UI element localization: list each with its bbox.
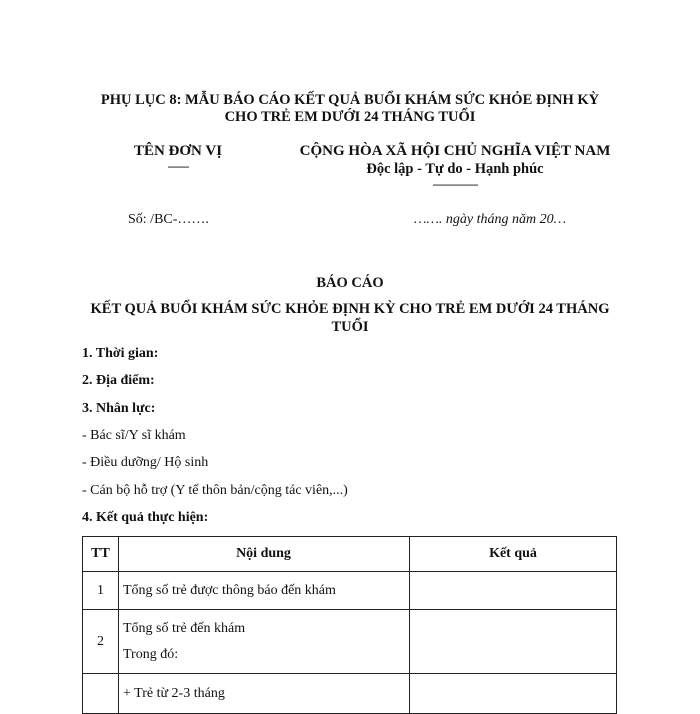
row-result: [410, 674, 617, 714]
unit-name: TÊN ĐƠN VỊ: [133, 143, 223, 159]
row-content-line2: Trong đó:: [123, 646, 179, 662]
row-content: Tổng số trẻ được thông báo đến khám: [119, 572, 410, 610]
table-row: [83, 674, 617, 714]
header-content: Nội dung: [119, 537, 410, 572]
unit-separator: -------: [167, 159, 189, 173]
appendix-title: [80, 92, 620, 126]
appendix-title-line2: CHO TRẺ EM DƯỚI 24 THÁNG TUỔI: [224, 109, 476, 125]
unit-header: [128, 142, 228, 172]
report-title: BÁO CÁO: [316, 275, 384, 291]
header-result: Kết quả: [410, 537, 617, 572]
item-nurse: - Điều dưỡng/ Hộ sinh: [82, 455, 209, 470]
item-place: 2. Địa điểm:: [82, 373, 155, 388]
row-content: + Trẻ từ 2-3 tháng: [119, 674, 410, 714]
nation-name: CỘNG HÒA XÃ HỘI CHỦ NGHĨA VIỆT NAM: [299, 143, 611, 159]
row-tt: 2: [83, 610, 119, 674]
report-subtitle-line1: KẾT QUẢ BUỔI KHÁM SỨC KHỎE ĐỊNH KỲ CHO TRẺ EM DƯỚI 24 THÁNG: [90, 301, 610, 317]
report-subtitle: [60, 300, 640, 336]
item-results: 4. Kết quả thực hiện:: [82, 510, 209, 525]
nation-motto: Độc lập - Tự do - Hạnh phúc: [366, 161, 544, 177]
motto-separator: ---------------: [432, 177, 478, 191]
row-tt: [83, 674, 119, 714]
item-support: - Cán bộ hỗ trợ (Y tế thôn bản/cộng tác viên,...): [82, 483, 348, 498]
row-result: [410, 610, 617, 674]
header-tt: TT: [83, 537, 119, 572]
appendix-title-line1: PHỤ LỤC 8: MẪU BÁO CÁO KẾT QUẢ BUỔI KHÁM SỨC KHỎE ĐỊNH KỲ: [100, 92, 600, 108]
results-table: [82, 536, 617, 714]
row-content-line1: Tổng số trẻ đến khám: [123, 620, 246, 636]
row-tt: 1: [83, 572, 119, 610]
item-time: 1. Thời gian:: [82, 346, 159, 361]
row-result: [410, 572, 617, 610]
nation-header: [280, 142, 630, 190]
table-header-row: [83, 537, 617, 572]
table-row: [83, 610, 617, 674]
item-doctor: - Bác sĩ/Y sĩ khám: [82, 428, 186, 443]
report-number: Số: /BC-…….: [128, 212, 209, 227]
report-subtitle-line2: TUỔI: [331, 319, 369, 335]
table-row: [83, 572, 617, 610]
report-date: ……. ngày tháng năm 20…: [414, 212, 567, 227]
item-staff: 3. Nhân lực:: [82, 401, 156, 416]
row-content: [119, 610, 410, 674]
